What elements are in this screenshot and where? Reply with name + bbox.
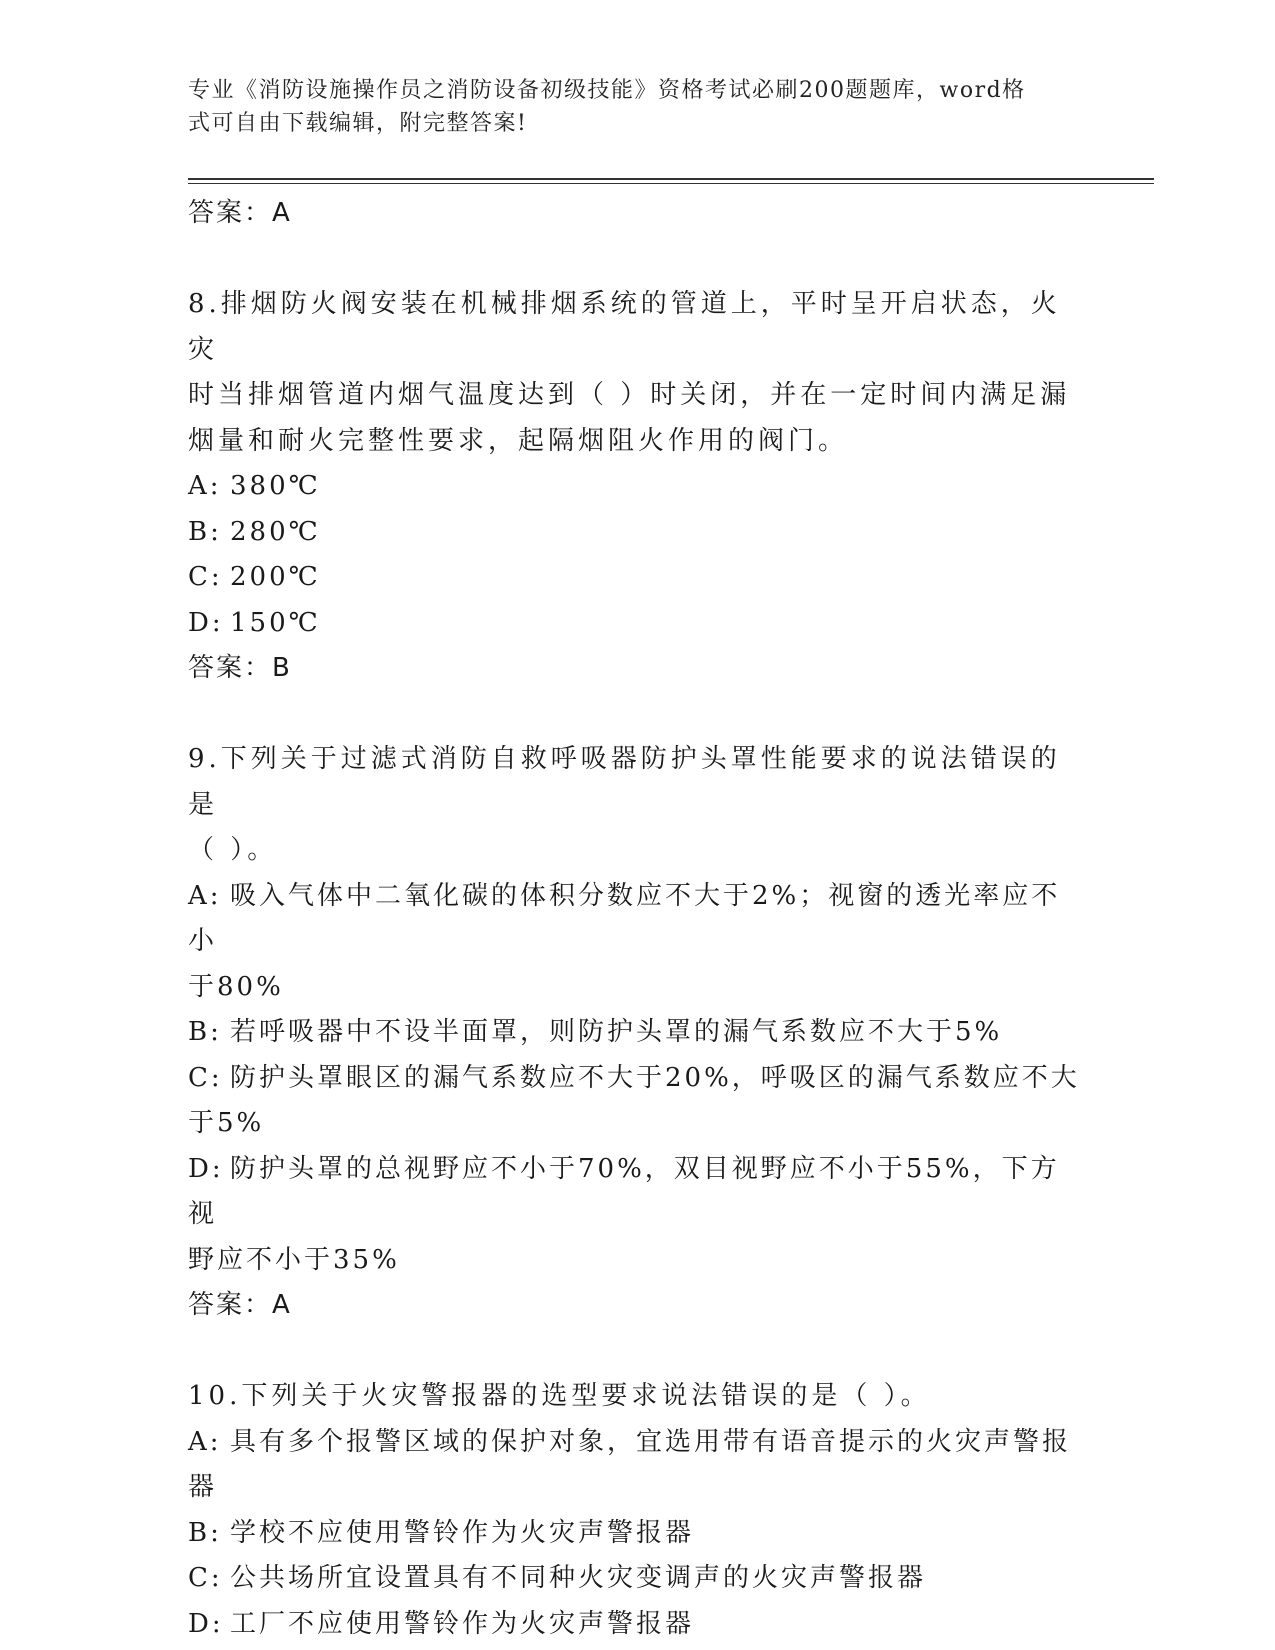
option-b: [188, 1010, 1088, 1056]
question-stem-line: 10.下列关于火灾警报器的选型要求说法错误的是（ ）。: [188, 1381, 931, 1411]
option-text: 防护头罩的总视野应不小于70%，双目视野应不小于55%，下方视: [188, 1153, 1060, 1229]
question-stem-line: 烟量和耐火完整性要求，起隔烟阻火作用的阀门。: [188, 425, 849, 456]
option-letter: A:: [188, 880, 222, 911]
option-text: 200℃: [230, 562, 321, 592]
option-letter: D:: [188, 1153, 224, 1184]
question-stem-line: 时当排烟管道内烟气温度达到（ ）时关闭，并在一定时间内满足漏: [188, 380, 1071, 410]
answer-9: 答案：A: [188, 1290, 292, 1320]
option-a: [188, 464, 1088, 510]
document-header: [188, 74, 1088, 140]
option-text: 工厂不应使用警铃作为火灾声警报器: [230, 1608, 695, 1639]
option-a: [188, 1420, 1088, 1466]
question-stem-line: 8.排烟防火阀安装在机械排烟系统的管道上，平时呈开启状态，火灾: [188, 289, 1061, 365]
option-text: 学校不应使用警铃作为火灾声警报器: [230, 1517, 695, 1548]
option-d: [188, 1602, 1088, 1648]
option-a: [188, 874, 1088, 965]
option-a-continued: 于80%: [188, 971, 284, 1002]
question-10: [188, 1374, 1088, 1647]
header-line-2: 式可自由下载编辑，附完整答案!: [188, 111, 528, 136]
option-d-continued: 野应不小于35%: [188, 1244, 400, 1275]
option-letter: B:: [188, 1517, 222, 1548]
option-letter: B:: [188, 1017, 222, 1047]
spacer: [188, 692, 1088, 738]
question-stem-line: 9.下列关于过滤式消防自救呼吸器防护头罩性能要求的说法错误的是: [188, 744, 1061, 820]
option-letter: A:: [188, 471, 222, 501]
question-9: [188, 737, 1088, 1329]
question-list: [188, 191, 1088, 1647]
option-text: 吸入气体中二氧化碳的体积分数应不大于2%；视窗的透光率应不小: [188, 880, 1061, 956]
option-a-continued: 器: [188, 1472, 218, 1502]
option-text: 具有多个报警区域的保护对象，宜选用带有语音提示的火灾声警报: [230, 1426, 1072, 1457]
option-c: [188, 555, 1088, 601]
option-text: 150℃: [230, 607, 321, 638]
option-text: 公共场所宜设置具有不同种火灾变调声的火灾声警报器: [230, 1563, 927, 1593]
question-8: [188, 282, 1088, 692]
option-letter: C:: [188, 562, 223, 592]
header-rule-thick: [188, 178, 1154, 180]
option-d: [188, 1147, 1088, 1238]
header-line-1: 专业《消防设施操作员之消防设备初级技能》资格考试必刷200题题库，word格: [188, 78, 1026, 103]
option-letter: D:: [188, 607, 224, 638]
option-d: [188, 601, 1088, 647]
option-c: [188, 1556, 1088, 1602]
answer-8: 答案：B: [188, 653, 292, 683]
header-rule-thin: [188, 183, 1154, 184]
option-b: [188, 510, 1088, 556]
spacer: [188, 237, 1088, 283]
option-text: 280℃: [230, 516, 321, 547]
option-b: [188, 1511, 1088, 1557]
option-text: 防护头罩眼区的漏气系数应不大于20%，呼吸区的漏气系数应不大: [230, 1062, 1080, 1093]
option-letter: C:: [188, 1062, 223, 1093]
option-text: 380℃: [230, 471, 321, 501]
option-letter: D:: [188, 1608, 224, 1639]
spacer: [188, 1329, 1088, 1375]
question-stem-line: （ ）。: [188, 835, 278, 865]
option-letter: A:: [188, 1426, 222, 1457]
option-text: 若呼吸器中不设半面罩，则防护头罩的漏气系数应不大于5%: [230, 1017, 1003, 1047]
option-letter: C:: [188, 1563, 223, 1593]
answer-previous: 答案：A: [188, 198, 292, 228]
option-c-continued: 于5%: [188, 1108, 265, 1138]
option-c: [188, 1056, 1088, 1102]
option-letter: B:: [188, 516, 222, 547]
